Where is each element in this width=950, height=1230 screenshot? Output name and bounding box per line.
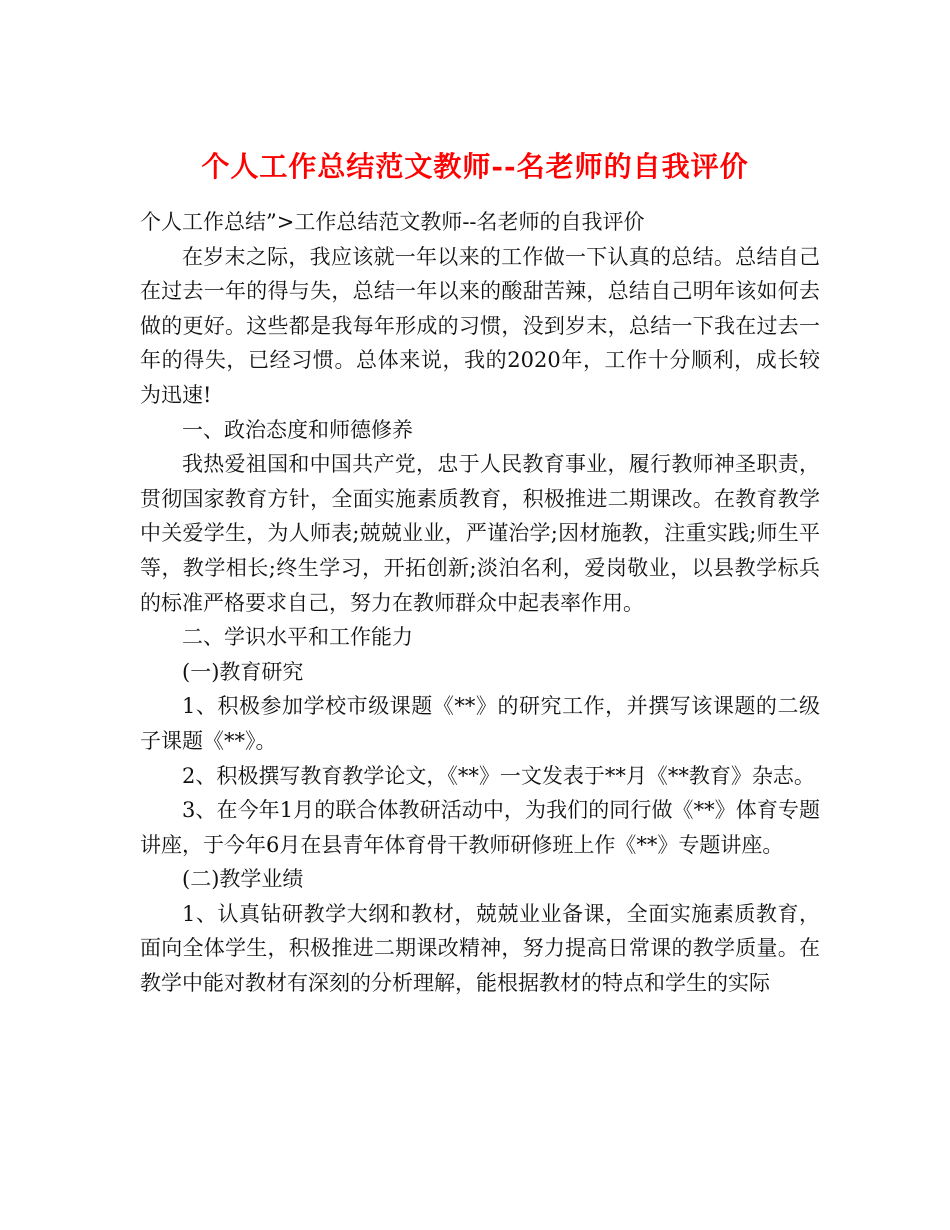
subsection-heading-research: (一)教育研究 <box>182 659 304 684</box>
section-1-paragraph: 我热爱祖国和中国共产党，忠于人民教育事业，履行教师神圣职责，贯彻国家教育方针，全面实施素质教育，积极推进二期课改。在教育教学中关爱学生，为人师表;兢兢业业，严谨治学;因材施教，注重实践;师生平等，教学相长;终生学习，开拓创新;淡泊名利，爱岗敬业，以县教学标兵的标准严格要求自己，努力在教师群众中起表率作用。 <box>140 452 820 615</box>
intro-paragraph: 在岁末之际，我应该就一年以来的工作做一下认真的总结。总结自己在过去一年的得与失，总结一年以来的酸甜苦辣，总结自己明年该如何去做的更好。这些都是我每年形成的习惯，没到岁末，总结一下我在过去一年的得失，已经习惯。总体来说，我的2020年，工作十分顺利，成长较为迅速! <box>140 244 820 407</box>
breadcrumb-line: 个人工作总结”>工作总结范文教师--名老师的自我评价 <box>140 210 645 234</box>
document-title: 个人工作总结范文教师--名老师的自我评价 <box>201 149 749 183</box>
section-heading-1: 一、政治态度和师德修养 <box>182 417 413 442</box>
research-item-1: 1、积极参加学校市级课题《**》的研究工作，并撰写该课题的二级子课题《**》。 <box>140 694 820 753</box>
research-item-2: 2、积极撰写教育教学论文，《**》一文发表于**月《**教育》杂志。 <box>182 763 815 788</box>
section-heading-2: 二、学识水平和工作能力 <box>182 625 413 650</box>
performance-item-1: 1、认真钻研教学大纲和教材，兢兢业业备课，全面实施素质教育，面向全体学生，积极推进二期课改精神，努力提高日常课的教学质量。在教学中能对教材有深刻的分析理解，能根据教材的特点和学生的实际 <box>140 901 820 996</box>
subsection-heading-performance: (二)教学业绩 <box>182 867 304 892</box>
research-item-3: 3、在今年1月的联合体教研活动中，为我们的同行做《**》体育专题讲座，于今年6月在县青年体育骨干教师研修班上作《**》专题讲座。 <box>140 798 820 857</box>
document-body <box>140 205 820 1001</box>
